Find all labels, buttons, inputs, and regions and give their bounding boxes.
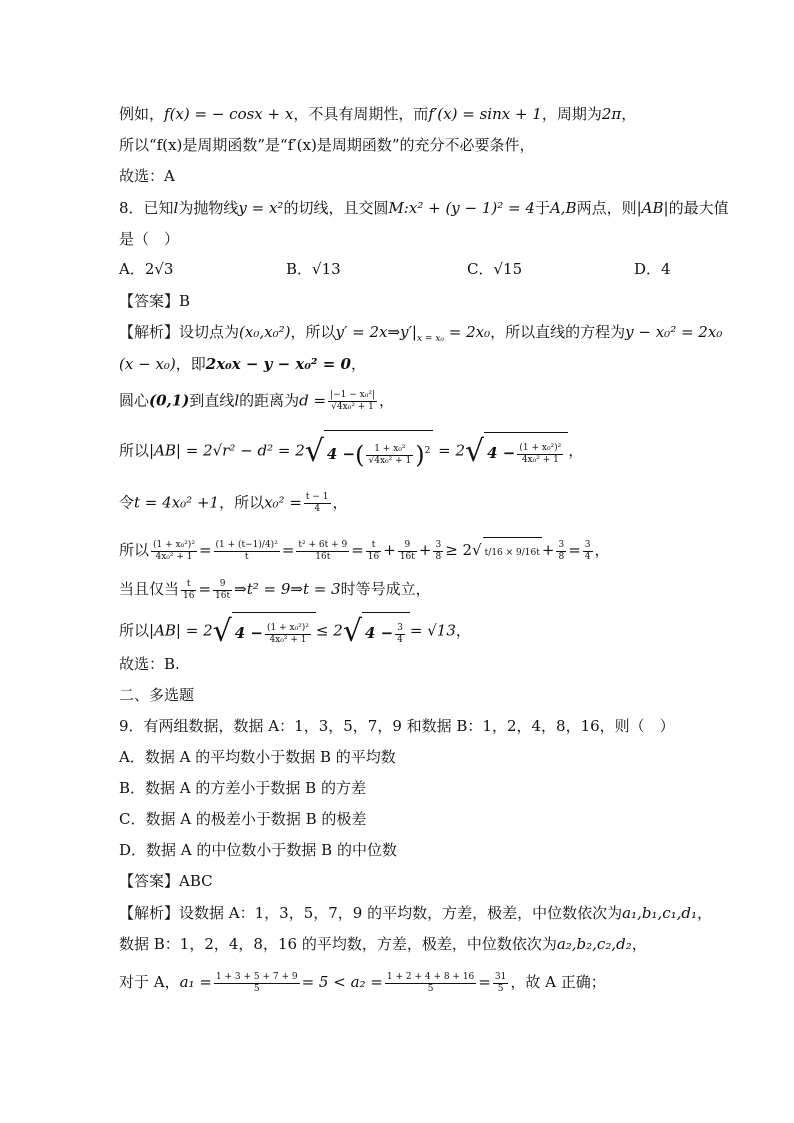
formula: t = 4x₀² +1 (134, 493, 220, 512)
equals: = (281, 541, 295, 559)
denominator: 16 (367, 551, 380, 562)
formula: x = x₀ (416, 334, 444, 344)
text: ， (350, 355, 366, 373)
text: ，即 (175, 355, 206, 373)
solution-line (119, 322, 722, 349)
radicand: t/16 × 9/16t (483, 537, 542, 568)
formula: f(x) = − cosx + x (164, 105, 294, 123)
question-8 (119, 198, 729, 218)
numerator: (1 + x₀²)² (153, 539, 195, 550)
numerator: 9 (398, 540, 417, 552)
text: 对于 A， (119, 973, 180, 991)
answer-8: 【答案】B (119, 292, 191, 310)
numerator: 1 + 2 + 4 + 8 + 16 (386, 971, 475, 982)
formula: y = x² (238, 199, 284, 217)
numerator: 3 (558, 539, 565, 550)
text: ，周期为 (541, 105, 602, 123)
text: 当且仅当 (119, 580, 180, 598)
solution-line (119, 492, 348, 515)
formula: = √13 (409, 621, 456, 640)
formula: 4 − (234, 624, 263, 642)
formula: |AB| = 2 (149, 621, 213, 640)
fraction (517, 443, 563, 466)
text: 的距离为 (239, 391, 300, 410)
denominator: t (244, 551, 249, 562)
radicand (232, 612, 316, 651)
text: 的切线，且交圆 (283, 199, 389, 217)
text: 【解析】设数据 A：1，3，5，7，9 的平均数，方差，极差，中位数依次为 (119, 904, 623, 922)
formula: 4 − (364, 624, 394, 642)
text-line: 所以“f(x)是周期函数”是“f′(x)是周期函数”的充分不必要条件， (119, 136, 535, 154)
numerator: t² + 6t + 9 (298, 539, 348, 550)
radical-sign: √ (212, 613, 232, 649)
text-line: 故选：A (119, 167, 175, 185)
text: ， (455, 621, 471, 640)
formula: f′(x) = sinx + 1 (428, 105, 542, 123)
paren: ) (415, 441, 425, 469)
numerator: (1 + x₀²)² (519, 442, 562, 453)
option-a: A．2√3 (119, 260, 174, 278)
denominator: 4 (584, 551, 591, 562)
text: ， (379, 391, 395, 410)
numerator: (1 + x₀²)² (267, 622, 309, 633)
formula: y − x₀² = 2x₀ (625, 323, 723, 341)
numerator: (1 + (t−1)/4)² (215, 539, 278, 550)
radicand (362, 612, 410, 651)
solution-line (119, 968, 606, 996)
fraction (395, 623, 405, 646)
radical-sign: √ (304, 433, 324, 469)
text: 为抛物线 (178, 199, 239, 217)
formula: 4 − (326, 445, 356, 463)
denominator: 4 (397, 634, 403, 645)
solution-line (119, 612, 471, 651)
denominator: 5 (497, 983, 504, 994)
denominator: 16t (399, 551, 415, 562)
solution-line (119, 934, 647, 954)
text: 于 (534, 199, 550, 217)
text: 令 (119, 493, 135, 512)
inequality: ≥ 2 (445, 541, 473, 559)
fraction (366, 540, 381, 563)
denominator: 16t (215, 590, 231, 601)
denominator: 4x₀² + 1 (269, 634, 307, 645)
denominator: 5 (253, 983, 260, 994)
denominator: 8 (558, 551, 565, 562)
text: ， (631, 935, 647, 953)
radical-sign: √ (465, 433, 485, 469)
text: ，故 A 正确； (510, 973, 606, 991)
formula: a₁ = (179, 973, 212, 991)
denominator: √4x₀² + 1 (331, 402, 374, 412)
solution-line (119, 354, 366, 374)
fraction (433, 540, 443, 563)
radical-sign: √ (472, 541, 482, 559)
numerator: t − 1 (305, 492, 329, 502)
option-b: B．√13 (286, 260, 341, 278)
fraction (214, 972, 300, 995)
text-line: 故选：B. (119, 655, 180, 673)
text: 所以 (119, 541, 150, 559)
formula: (x − x₀) (119, 355, 176, 373)
fraction (493, 972, 508, 995)
formula: 2x₀x − y − x₀² = 0 (205, 355, 351, 373)
formula: A,B (549, 199, 577, 217)
numerator: 9 (213, 579, 232, 591)
fraction (304, 492, 331, 515)
radicand (484, 432, 568, 471)
numerator: 3 (435, 539, 442, 550)
numerator: t (181, 579, 196, 591)
text: ，所以 (219, 493, 265, 512)
formula: 2π (601, 105, 622, 123)
fraction (328, 390, 377, 413)
denominator: 8 (435, 551, 442, 562)
text: ，所以 (290, 323, 336, 341)
formula: = 2 (438, 441, 466, 460)
equals: = (198, 541, 212, 559)
paren: ( (355, 441, 365, 469)
solution-line (119, 576, 431, 602)
text: 所以 (119, 441, 150, 460)
numerator: |−1 − x₀²| (330, 390, 375, 400)
text: ， (594, 541, 610, 559)
question-9: 9．有两组数据，数据 A：1，3，5，7，9 和数据 B：1，2，4，8，16，则（ ） (119, 717, 675, 735)
formula: (x₀,x₀²) (239, 323, 291, 341)
text: ，所以直线的方程为 (490, 323, 626, 341)
fraction (151, 540, 197, 563)
fraction (556, 540, 566, 563)
formula: a₁,b₁,c₁,d₁ (622, 904, 697, 922)
text: 到直线 (189, 391, 235, 410)
fraction (366, 444, 413, 467)
fraction (265, 623, 311, 646)
formula: l (173, 199, 179, 217)
numerator: 3 (397, 622, 403, 633)
denominator: 4x₀² + 1 (521, 454, 559, 465)
formula: ≤ 2 (315, 621, 343, 640)
plus: + (541, 541, 555, 559)
fraction (583, 540, 593, 563)
option-d: D．数据 A 的中位数小于数据 B 的中位数 (119, 841, 397, 859)
text: ， (568, 441, 584, 460)
text: 两点，则 (576, 199, 637, 217)
fraction (398, 540, 417, 563)
numerator: 1 + x₀² (366, 444, 413, 456)
solution-line (119, 430, 583, 473)
option-d: D．4 (634, 260, 671, 278)
formula: y′ = 2x⇒y′| (335, 323, 417, 341)
formula: = 2x₀ (444, 323, 491, 341)
denominator: 4 (314, 504, 321, 514)
answer-9: 【答案】ABC (119, 872, 213, 890)
formula: l (234, 391, 240, 410)
fraction (213, 579, 232, 602)
denominator: 16 (183, 590, 195, 601)
equals: = (568, 541, 581, 559)
text: ，不具有周期性，而 (293, 105, 429, 123)
solution-line (119, 535, 610, 568)
numerator: t (366, 540, 381, 552)
numerator: 1 + 3 + 5 + 7 + 9 (215, 971, 298, 982)
formula: 4 − (487, 444, 516, 462)
option-a: A．数据 A 的平均数小于数据 B 的平均数 (119, 748, 396, 766)
fraction (385, 972, 476, 995)
fraction (296, 540, 349, 563)
radical-sign: √ (342, 613, 362, 649)
formula: |AB| (636, 199, 669, 217)
denominator: 4x₀² + 1 (155, 551, 193, 562)
fraction (214, 540, 280, 563)
text: 【解析】设切点为 (119, 323, 240, 341)
radicand (324, 430, 433, 473)
formula: M:x² + (y − 1)² = 4 (388, 199, 535, 217)
fraction (181, 579, 196, 602)
question-8-line2: 是（ ） (119, 230, 180, 248)
formula: |AB| = 2√r² − d² = 2 (149, 441, 305, 460)
formula: ⇒t² = 9⇒t = 3 (234, 580, 341, 598)
text: 圆心 (119, 391, 150, 410)
denominator: √4x₀² + 1 (368, 455, 412, 466)
numerator: 31 (494, 971, 507, 982)
exponent: 2 (424, 446, 431, 456)
text: 例如， (119, 105, 165, 123)
option-c: C．数据 A 的极差小于数据 B 的极差 (119, 810, 367, 828)
formula: x₀² = (264, 493, 302, 512)
formula: a₂,b₂,c₂,d₂ (556, 935, 632, 953)
solution-line (119, 903, 712, 923)
text: 所以 (119, 621, 150, 640)
text: 数据 B：1，2，4，8，16 的平均数，方差，极差，中位数依次为 (119, 935, 557, 953)
text: ， (697, 904, 713, 922)
solution-line (119, 390, 394, 413)
denominator: 5 (427, 983, 434, 994)
equals: = (198, 580, 212, 598)
text: 的最大值 (668, 199, 729, 217)
option-c: C．√15 (467, 260, 523, 278)
formula: d = (299, 391, 327, 410)
text-line (119, 104, 636, 124)
text: 8．已知 (119, 199, 174, 217)
equals: = (478, 973, 491, 991)
denominator: 16t (315, 551, 331, 562)
text: 时等号成立， (340, 580, 431, 598)
plus: + (418, 541, 432, 559)
text: ， (621, 105, 637, 123)
option-b: B．数据 A 的方差小于数据 B 的方差 (119, 779, 366, 797)
formula: (0,1) (149, 391, 190, 410)
text: ， (332, 493, 348, 512)
section-heading: 二、多选题 (119, 686, 195, 704)
equals: = (351, 541, 364, 559)
formula: = 5 < a₂ = (301, 973, 383, 991)
numerator: 3 (584, 539, 591, 550)
plus: + (383, 541, 396, 559)
